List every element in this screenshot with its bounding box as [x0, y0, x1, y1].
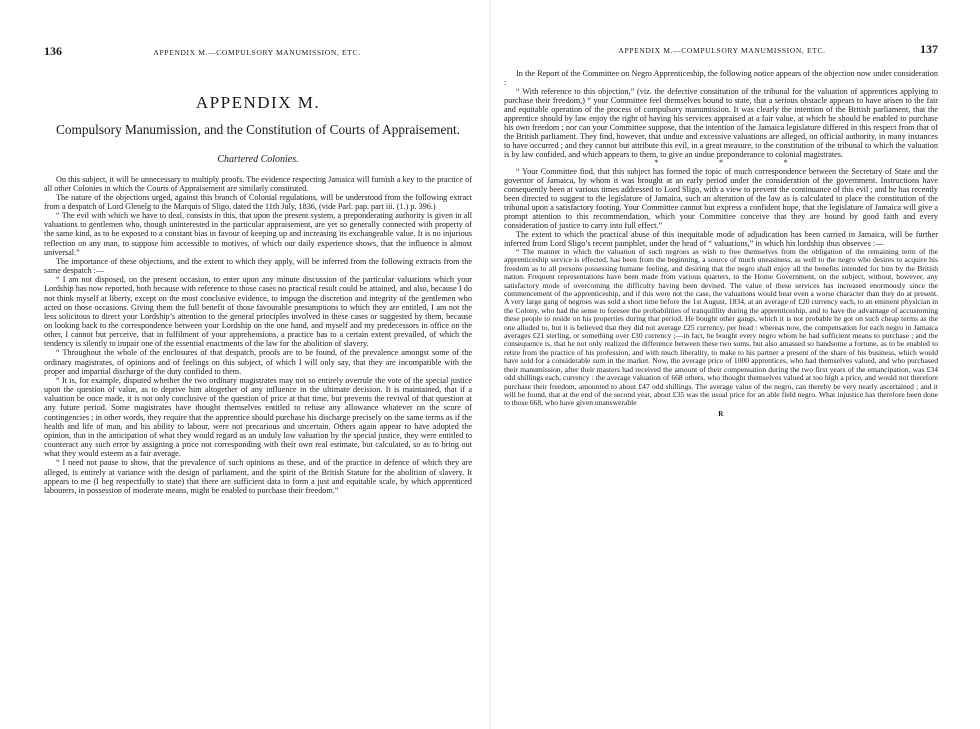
left-body-text [44, 175, 472, 495]
paragraph: The extent to which the practical abuse of this inequitable mode of adjudication has been carried in Jamaica, will be further inferred from Lord Sligo’s recent pamphlet, under the head of “ valuations,” in which his lordship thus observes :— [504, 230, 938, 248]
paragraph: “ The evil with which we have to deal, consists in this, that upon the present system, a preponderating authority is given in all valuations to gentlemen who, though uninterested in the particular appraisement, are yet so generally connected with property of the same kind, as to be exposed to a constant bias in favour of keeping up and increasing its exchangeable value. It is no injurious reflection on any man, to suppose him accessible to motives, of which our daily experience shows, that the influence is almost universal.” [44, 211, 472, 257]
paragraph: In the Report of the Committee on Negro Apprenticeship, the following notice appears of the objection now under consideration : [504, 69, 938, 87]
running-head-text-right: APPENDIX M.—COMPULSORY MANUMISSION, ETC. [618, 46, 826, 55]
right-page [490, 0, 980, 729]
asterisk: * [718, 158, 723, 167]
running-header-right [504, 42, 938, 57]
paragraph: “ Your Committee find, that this subject has formed the topic of much correspondence between the Secretary of State and the governor of Jamaica, by whom it was brought at an early period under the consideration of the government. Instructions have consequently been at various times addressed to Lord Sligo, with a view to prevent the continuance of this evil ; and he has recently been directed to suggest to the legislature of Jamaica, such an alteration of the law as is calculated to place the constitution of the tribunal upon a satisfactory footing. Your Committee cannot but express a confident hope, that the legislature of Jamaica will give a prompt attention to this recommendation, which your Committee conceive that they are bound by good faith and every consideration of justice to carry into full effect.” [504, 167, 938, 230]
running-header-left [44, 44, 472, 59]
signature-mark: R [718, 409, 724, 418]
paragraph: “ I am not disposed, on the present occasion, to enter upon any minute discussion of the particular valuations which your Lordship has now reported, both because with reference to those cases no practical result could be attained, and also, because I do not think myself at liberty, except on the most conclusive evidence, to impugn the discretion and integrity of the gentlemen who acted on those occasions. Giving them the full benefit of those favourable presumptions to which they are entitled, I am not the less solicitous to direct your Lordship’s attention to the general principles involved in these cases or suggested by them, because on looking back to the correspondence between your Lordship on the one hand, and myself and my predecessors in office on the other, I cannot but perceive, that in fulfilment of your apprehensions, a practice has to a certain extent prevailed, of which the tendency is silently to impair one of the essential enactments of the law for the abolition of slavery. [44, 275, 472, 349]
section-subtitle: Chartered Colonies. [217, 153, 299, 165]
section-break [504, 159, 938, 167]
paragraph: “ It is, for example, disputed whether the two ordinary magistrates may not so entirely overrule the vote of the special justice upon the question of value, as to deprive him altogether of any influence in the ultimate decision. It is maintained, that if a valuation be once made, it is not only conclusive of the question of price at that time, but prevents the revival of that question at any future period. Some magistrates have thought themselves entitled to refuse any allowance whatever on the score of contingencies ; in other words, they require that the apprentice should purchase his discharge precisely on the same terms as if the health and life of man, and his ability to labour, were not precarious and uncertain. Others again appear to have adopted the opinion, that in the anticipation of what they would regard as an unduly low valuation by the special justice, they were entitled to counteract any such error by assigning a price not corresponding with their own real estimate, but calculated, so as to bring out what they would esteem as a fair average. [44, 375, 472, 459]
paragraph: “ The manner in which the valuation of such negroes as wish to free themselves from the obligation of the remaining term of the apprenticeship service is effected, has been from the beginning, a source of much uneasiness, as well to the negro who desires to acquire his freedom as to all persons possessing humane feeling, and desiring that the negro shall enjoy all the benefits intended for him by the British nation. Frequent representations have been made from various quarters, to the Home Government, on the subject, without, however, any satisfactory mode of overcoming the difficulty having been devised. The value of these services has increased enormously since the commencement of the apprenticeship, and if this were not the case, the valuations would bear even a worse character than they do at present. A very large gang of negroes was sold a short time before the 1st August, 1834, at an average of £20 currency each, to an eminent physician in the Colony, who had the sense to foresee the probabilities of tranquillity during the apprenticeship, and to have the advantage of accustoming these people to reside on his properties during that period. He bought other gangs, which it is not probable he got on such cheap terms as the one alluded to, but it is believed that they did not average £25 currency, per head : whereas now, the compensation for each negro in Jamaica averages £21 sterling, or something over £30 currency ;—in fact, he bought every negro whom he had sufficient means to purchase ; and the consequence is, that he not only realized the difference between these two sums, but also amassed so handsome a fortune, as to be enabled to retire from the practice of his profession, and with much liberality, to make to his partner a present of the share of his business, which would have sold for a considerable sum in the market. Now, the average price of 1000 apprentices, who had themselves valued, and who purchased their manumission, after their masters had received the amount of their compensation during the two first years of the emancipation, was £34 odd shillings each, currency : the average valuation of 668 others, who thought themselves valued at too high a price, and would not therefore purchase their freedom, amounted to about £47 odd shillings. The average value of the negro, can thereby be very nearly ascertained ; and it will be found, that at the end of the second year, about £35 was the usual price for an able field negro. What injustice has therefore been done to those 668, who have given unanswerable [504, 247, 938, 408]
paragraph: “ Throughout the whole of the enclosures of that despatch, proofs are to be found, of the prevalence amongst some of the ordinary magistrates, of opinions and of feelings on this subject, of which I will only say, that they are incompatible with the proper and impartial discharge of the duty confided to them. [44, 348, 472, 376]
paragraph: The nature of the objections urged, against this branch of Colonial regulations, will be understood from the following extract from a despatch of Lord Glenelg to the Marquis of Sligo, dated the 11th July, 1836, (vide Parl. pap. part iii. (1.) p. 396.) [44, 192, 472, 211]
paragraph: On this subject, it will be unnecessary to multiply proofs. The evidence respecting Jamaica will furnish a key to the practice of all other Colonies in which the Courts of Appraisement are similarly constituted. [44, 174, 472, 193]
main-title: Compulsory Manumission, and the Constitution of Courts of Appraisement. [55, 122, 461, 137]
paragraph: “ With reference to this objection,” (viz. the defective constitution of the tribunal for the valuation of apprentices applying to purchase their freedom,) “ your Committee feel themselves bound to state, that a serious obstacle appears to have arisen to the fair and equitable operation of the process of compulsory manumission. It was clearly the intention of the British parliament, that the apprentice should by law enjoy the right of having his services appraised at a fair value, at which he should be enabled to purchase his own freedom ; nor can your Committee suppose, that the intention of the Jamaica legislature differed in this respect from that of the British parliament. They find, however, that undue and excessive valuations are alleged, on official authority, in many instances to have occurred ; and they cannot but attribute this evil, in a great measure, to the constitution of the tribunal to which the valuation is by law confided, and which appears to them, to give an undue preponderance to colonial magistrates. [504, 87, 938, 159]
appendix-title: APPENDIX M. [195, 93, 321, 112]
right-body-text [504, 69, 938, 408]
asterisk: * [783, 158, 788, 167]
asterisk: * [654, 158, 659, 167]
paragraph: “ I need not pause to show, that the prevalence of such opinions as these, and of the practice in defence of which they are alleged, is entirely at variance with the design of parliament, and the spirit of the British Statute for the abolition of slavery. It appears to me (I beg respectfully to state) that there are sufficient data to form a just and equitable scale, by which apprenticed labourers, in possession of moderate means, might be enabled to purchase their freedom.” [44, 458, 472, 495]
running-head-text-left: APPENDIX M.—COMPULSORY MANUMISSION, ETC. [153, 48, 361, 57]
paragraph: The importance of these objections, and the extent to which they apply, will be inferred from the following extracts from the same despatch :— [44, 256, 472, 276]
page-number-left: 136 [44, 44, 62, 58]
page-number-right: 137 [919, 42, 938, 56]
